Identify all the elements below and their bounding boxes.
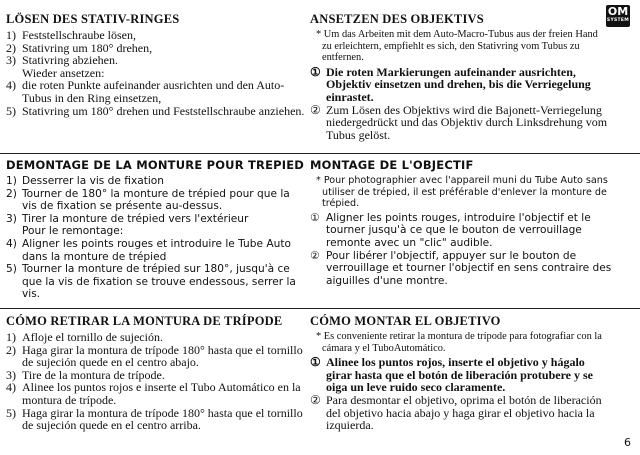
list-item [310,66,610,104]
item-text: Aligner les points rouges et introduire le Tube Auto dans la monture de trépied [22,237,291,263]
item-number: 2) [6,40,16,55]
list-item [310,104,610,142]
item-number: ② [310,392,321,407]
item-text: Pour le remontage: [22,225,124,238]
fr-right-section [310,158,615,287]
list-item [6,54,306,67]
list-item [6,331,306,344]
de-left-section [6,12,306,117]
es-right-section [310,314,610,432]
item-text: Desserrer la vis de fixation [22,175,165,187]
item-number: 1) [6,175,17,187]
list-item [6,175,306,188]
item-number: 2) [6,187,17,200]
item-text: Haga girar la montura de trípode 180° hasta que el tornillo de sujeción quede en el centro arriba. [22,405,303,433]
item-number: 3) [6,53,16,68]
item-number: 4) [6,380,16,395]
divider-2 [0,308,640,309]
page-number: 6 [624,436,631,449]
item-text: Die roten Markierungen aufeinander ausrichten, Objektiv einsetzen und drehen, bis die Verriegelung einrastet. [326,64,591,104]
item-text: Alinee los puntos rojos, inserte el objetivo y hágalo girar hasta que el botón de liberación protubere y se oiga un leve ruido seco claramente. [326,355,593,395]
list-item [310,250,615,288]
item-text: Stativring um 180° drehen, [22,40,153,55]
es-left-list [6,331,306,432]
item-number: 5) [6,263,17,276]
item-number: 5) [6,103,16,118]
divider-1 [0,153,640,154]
item-number: 1) [6,28,16,42]
es-right-list [310,356,610,432]
item-text: Afloje el tornillo de sujeción. [22,330,163,344]
de-left-list [6,29,306,117]
logo-sub-text: SYSTEM [606,18,630,23]
de-right-list [310,66,610,142]
list-item [6,29,306,42]
list-item [310,212,615,250]
item-number: ② [310,102,321,117]
item-text: Tirer la monture de trépied vers l'extérieur [22,212,249,225]
logo-main-text: OM [607,5,629,18]
es-left-heading: CÓMO RETIRAR LA MONTURA DE TRÍPODE [6,314,283,328]
list-item [6,381,306,406]
item-text: die roten Punkte aufeinander ausrichten und den Auto-Tubus in den Ring einsetzen, [22,78,285,105]
fr-right-note: * Pour photographier avec l'appareil muni du Tube Auto sans utiliser de trépied, il est préférable d'enlever la monture de trépied. [316,175,608,210]
item-text: Alinee los puntos rojos e inserte el Tubo Automático en la montura de trípode. [22,380,301,407]
item-number: 1) [6,330,16,344]
fr-left-heading: DEMONTAGE DE LA MONTURE POUR TREPIED [6,158,305,172]
list-item [6,105,306,118]
item-number: 5) [6,405,16,420]
de-left-heading: LÖSEN DES STATIV-RINGES [6,12,180,26]
item-number [6,225,22,238]
item-text: Para desmontar el objetivo, oprima el botón de liberación del objetivo hacia abajo y haga girar el objetivo hacia la izquierda. [326,392,602,433]
fr-right-heading: MONTAGE DE L'OBJECTIF [310,158,474,172]
list-item [6,79,306,104]
item-number: ② [310,249,320,262]
item-text: Stativring um 180° drehen und Feststellschraube anziehen. [22,103,305,118]
item-number: 2) [6,342,16,357]
list-item [6,238,306,263]
list-item [6,188,306,213]
item-text: Stativring abziehen. [22,53,118,68]
list-item [310,394,610,432]
de-right-section [310,12,610,141]
item-number: ① [310,211,320,224]
item-number: ① [310,355,321,370]
item-text: Aligner les points rouges, introduire l'objectif et le tourner jusqu'à ce que le bouton de verrouillage remonte avec un "clic" audible. [326,211,591,249]
item-text: Tourner de 180° la monture de trépied pour que la vis de fixation se présente au-dessus. [22,187,290,213]
item-number: 4) [6,237,17,250]
list-item [6,263,306,301]
es-right-heading: CÓMO MONTAR EL OBJETIVO [310,314,501,328]
fr-left-list [6,175,306,301]
item-text: Tire de la montura de trípode. [22,367,165,382]
item-text: Wieder ansetzen: [22,65,105,80]
item-text: Zum Lösen des Objektivs wird die Bajonett-Verriegelung niedergedrückt und das Objektiv durch Linksdrehung vom Tubus gelöst. [326,102,608,142]
es-right-note: * Es conveniente retirar la montura de trípode para fotografiar con la cámara y el TuboAutomático. [316,331,602,354]
list-item [310,356,610,394]
fr-right-list [310,212,615,288]
item-text: Haga girar la montura de trípode 180° hasta que el tornillo de sujeción quede en el centro abajo. [22,342,303,370]
de-right-heading: ANSETZEN DES OBJEKTIVS [310,12,484,26]
list-item [6,407,306,432]
item-text: Feststellschraube lösen, [22,28,136,42]
item-number: ① [310,64,321,79]
item-text: Pour libérer l'objectif, appuyer sur le bouton de verrouillage et tourner l'objectif en sens contraire des aiguilles d'une montre. [326,249,612,287]
list-item [6,344,306,369]
de-right-note: * Um das Arbeiten mit dem Auto-Macro-Tubus aus der freien Hand zu erleichtern, empfiehlt es sich, den Stativring vom Tubus zu entfernen. [316,29,598,64]
item-number: 3) [6,212,17,225]
item-number: 3) [6,367,16,382]
item-number: 4) [6,78,16,93]
item-text: Tourner la monture de trépied sur 180°, jusqu'à ce que la vis de fixation se trouve endessous, serrer la vis. [22,263,296,301]
list-item [6,213,306,226]
list-item [6,225,306,238]
fr-left-section [6,158,306,301]
es-left-section [6,314,306,432]
